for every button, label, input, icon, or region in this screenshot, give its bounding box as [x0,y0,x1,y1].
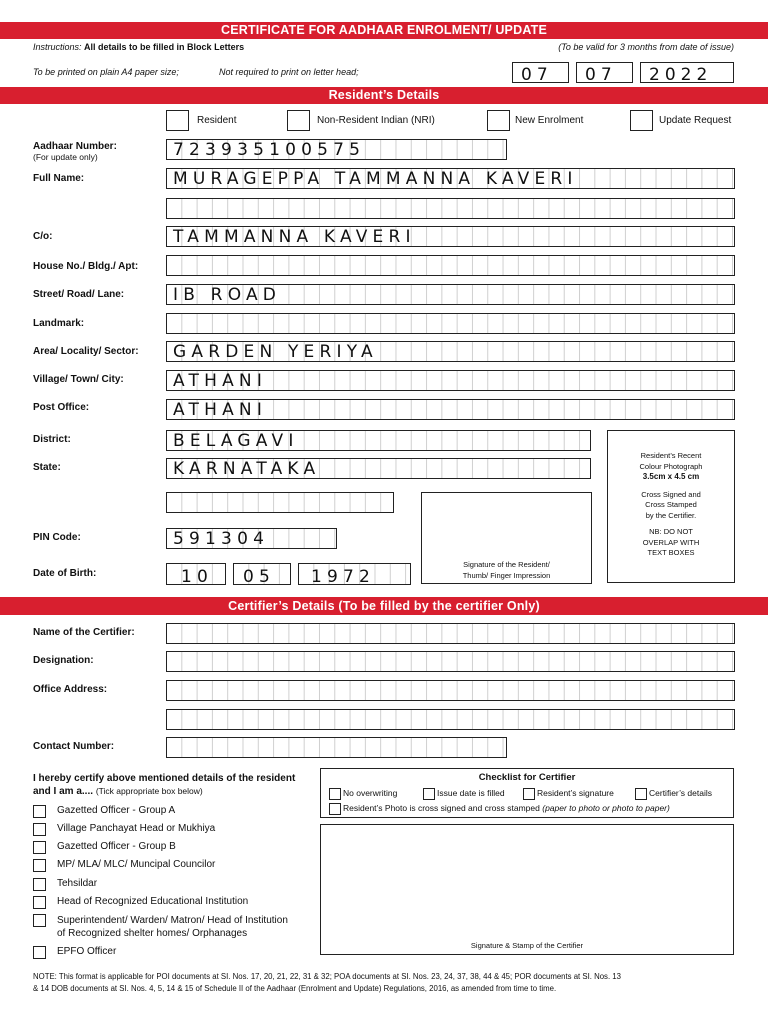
checklist-photo-checkbox[interactable] [329,803,341,815]
pin-code-field[interactable] [166,528,337,549]
certifier-signature-stamp-box[interactable] [320,824,734,955]
street-value: IB ROAD [173,285,282,305]
resident-signature-caption-line-2: Thumb/ Finger Impression [462,570,551,580]
role-checkbox-epfo[interactable] [33,946,46,959]
resident-section-title: Resident’s Details [328,88,440,102]
resident-photo-box[interactable] [607,430,735,583]
checklist-title: Checklist for Certifier [478,772,576,783]
role-label-mp-mla: MP/ MLA/ MLC/ Muncipal Councilor [57,859,216,870]
role-label-superintendent-line-1: Superintendent/ Warden/ Matron/ Head of Institution [57,915,288,926]
state-label: State: [33,462,61,473]
contact-number-label: Contact Number: [33,741,115,752]
pin-code-value: 591304 [173,529,270,549]
role-checkbox-mp-mla[interactable] [33,859,46,872]
dob-month-value: 05 [243,567,276,587]
validity-note: (To be valid for 3 months from date of issue) [558,42,734,52]
certify-line-2: and I am a.... [33,786,94,797]
designation-field[interactable] [166,651,735,672]
role-checkbox-panchayat[interactable] [33,823,46,836]
role-label-superintendent-line-2: of Recognized shelter homes/ Orphanages [57,928,248,939]
photo-line-4: Cross Stamped [645,500,697,509]
role-checkbox-tehsildar[interactable] [33,878,46,891]
area-value: GARDEN YERIYA [173,342,378,362]
certify-tick-note: (Tick appropriate box below) [95,786,203,796]
aadhaar-label-text: Aadhaar Number: [33,141,117,152]
role-checkbox-superintendent[interactable] [33,914,46,927]
photo-line-5: by the Certifier. [645,510,697,520]
instructions-text: All details to be filled in Block Letters [84,42,245,52]
new-enrolment-checkbox[interactable] [487,110,510,131]
checklist-certifier-details-checkbox[interactable] [635,788,647,800]
photo-line-2: Colour Photograph [639,461,703,471]
photo-line-3: Cross Signed and [641,489,701,499]
village-label: Village/ Town/ City: [33,374,124,385]
full-name-value: MURAGEPPA TAMMANNA KAVERI [173,169,578,189]
post-office-field[interactable] [166,399,735,420]
co-label: C/o: [33,231,53,242]
instructions-line [33,42,244,52]
district-value: BELAGAVI [173,431,299,451]
checklist-no-overwriting-label: No overwriting [343,788,398,798]
aadhaar-label-sub: (For update only) [33,152,98,162]
role-label-gazetted-a: Gazetted Officer - Group A [57,805,176,816]
landmark-label: Landmark: [33,318,85,329]
update-request-option-label: Update Request [659,115,732,126]
checklist-photo-line [343,803,670,813]
role-checkbox-gazetted-a[interactable] [33,805,46,818]
photo-line-1: Resident’s Recent [640,451,702,460]
contact-number-field[interactable] [166,737,507,758]
full-name-field-line-2[interactable] [166,198,735,219]
full-name-field[interactable] [166,168,735,189]
aadhaar-number-value: 723935100575 [173,140,366,160]
photo-nb-2: OVERLAP WITH [642,537,700,547]
certifier-signature-caption: Signature & Stamp of the Certifier [470,941,584,950]
resident-signature-caption [422,560,591,581]
extra-field[interactable] [166,492,394,513]
aadhaar-label [33,141,117,162]
district-label: District: [33,434,71,445]
photo-nb-3: TEXT BOXES [647,548,695,557]
footer-note-line-2: & 14 DOB documents at SI. Nos. 4, 5, 14 & 15 of Schedule II of the Aadhaar (Enrolment and Update) Regulations, 2016, as amended from time to time. [33,984,557,993]
full-name-label: Full Name: [33,173,85,184]
landmark-field[interactable] [166,313,735,334]
nri-option-label: Non-Resident Indian (NRI) [317,115,435,126]
area-field[interactable] [166,341,735,362]
resident-checkbox[interactable] [166,110,189,131]
checklist-certifier-details-label: Certifier’s details [649,788,712,798]
pin-label: PIN Code: [33,532,81,543]
certify-line-1: I hereby certify above mentioned details of the resident [33,773,296,784]
checklist-issue-date-checkbox[interactable] [423,788,435,800]
house-label: House No./ Bldg./ Apt: [33,261,139,272]
role-label-superintendent [57,914,288,940]
dob-year-value: 1972 [311,567,376,587]
dob-month-field[interactable] [233,563,291,585]
certifier-section-title: Certifier’s Details (To be filled by the certifier Only) [228,599,540,613]
street-field[interactable] [166,284,735,305]
house-field[interactable] [166,255,735,276]
role-checkbox-gazetted-b[interactable] [33,841,46,854]
dob-label: Date of Birth: [33,568,97,579]
district-field[interactable] [166,430,591,451]
office-address-field[interactable] [166,680,735,701]
checklist-issue-date-label: Issue date is filled [437,788,505,798]
village-value: ATHANI [173,371,268,391]
photo-instructions [608,451,734,559]
form-title-bar [0,22,768,39]
update-request-checkbox[interactable] [630,110,653,131]
role-label-epfo: EPFO Officer [57,946,117,957]
office-address-label: Office Address: [33,684,108,695]
instructions-label: Instructions: [33,42,82,52]
resident-option-label: Resident [197,115,237,126]
photo-size: 3.5cm x 4.5 cm [642,472,700,481]
designation-label: Designation: [33,655,94,666]
issue-date-day[interactable]: 07 [512,62,569,83]
role-label-tehsildar: Tehsildar [57,878,98,889]
checklist-resident-signature-label: Resident’s signature [537,788,614,798]
nri-checkbox[interactable] [287,110,310,131]
print-note: To be printed on plain A4 paper size; [33,67,179,77]
certifier-name-label: Name of the Certifier: [33,627,135,638]
role-label-gazetted-b: Gazetted Officer - Group B [57,841,176,852]
certifier-name-field[interactable] [166,623,735,644]
resident-signature-caption-line-1: Signature of the Resident/ [463,560,550,569]
post-office-value: ATHANI [173,400,268,420]
aadhaar-number-field[interactable] [166,139,507,160]
dob-day-field[interactable] [166,563,226,585]
state-value: KARNATAKA [173,459,321,479]
checklist-no-overwriting-checkbox[interactable] [329,788,341,800]
post-office-label: Post Office: [33,402,90,413]
footer-note [33,971,745,995]
area-label: Area/ Locality/ Sector: [33,346,139,357]
co-field[interactable] [166,226,735,247]
resident-signature-box[interactable] [421,492,592,584]
street-label: Street/ Road/ Lane: [33,289,125,300]
role-label-education-head: Head of Recognized Educational Institution [57,896,249,907]
checklist-photo-italic: (paper to photo or photo to paper) [542,803,670,813]
photo-nb-1: NB: DO NOT [649,527,693,536]
letterhead-note: Not required to print on letter head; [219,67,359,77]
certify-statement [33,773,295,798]
village-field[interactable] [166,370,735,391]
issue-date-month[interactable]: 07 [576,62,633,83]
new-enrolment-option-label: New Enrolment [515,115,584,126]
co-value: TAMMANNA KAVERI [173,227,416,247]
certifier-section-bar [0,597,768,615]
form-title: CERTIFICATE FOR AADHAAR ENROLMENT/ UPDATE [220,23,547,37]
dob-year-field[interactable] [298,563,411,585]
certifier-checklist-box [320,768,734,818]
footer-note-line-1: NOTE: This format is applicable for POI documents at SI. Nos. 17, 20, 21, 22, 31 & 32; POA documents at SI. Nos. 23, 24, 37, 38, 44 & 45; POR documents at SI. Nos. 13 [33,972,621,981]
role-checkbox-education-head[interactable] [33,896,46,909]
checklist-photo-label: Resident’s Photo is cross signed and cross stamped [343,803,540,813]
issue-date-year[interactable]: 2022 [640,62,734,83]
role-label-panchayat: Village Panchayat Head or Mukhiya [57,823,216,834]
state-field[interactable] [166,458,591,479]
office-address-field-line-2[interactable] [166,709,735,730]
dob-day-value: 10 [181,567,214,587]
checklist-resident-signature-checkbox[interactable] [523,788,535,800]
resident-section-bar [0,87,768,104]
